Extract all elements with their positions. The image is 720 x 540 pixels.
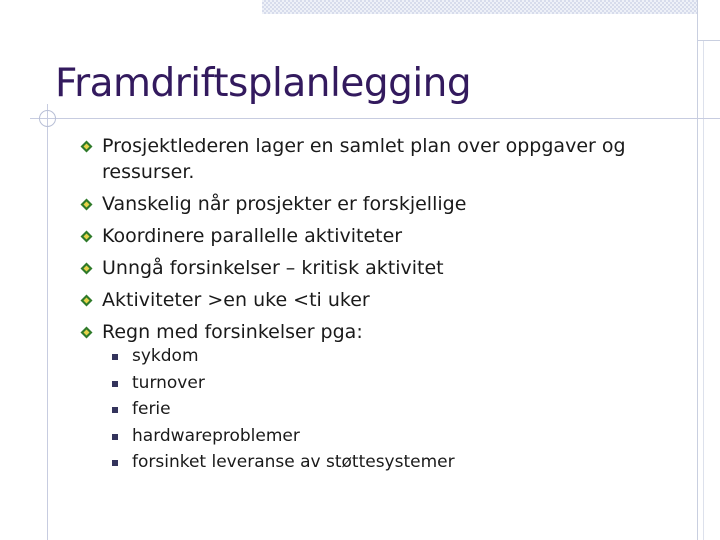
sub-list-item bbox=[110, 423, 455, 450]
sub-list-item bbox=[110, 343, 455, 370]
right-border-line-secondary bbox=[703, 0, 704, 540]
bullet-text: Unngå forsinkelser – kritisk aktivitet bbox=[102, 257, 444, 279]
bullet-text: Vanskelig når prosjekter er forskjellige bbox=[102, 193, 467, 215]
diamond-bullet-icon bbox=[80, 198, 93, 211]
bullet-text: Aktiviteter >en uke <ti uker bbox=[102, 289, 370, 311]
sub-bullet-text: turnover bbox=[132, 372, 205, 393]
bullet-text: Prosjektlederen lager en samlet plan over oppgaver og ressurser. bbox=[102, 135, 626, 183]
sub-bullet-text: ferie bbox=[132, 399, 171, 419]
sub-bullet-list bbox=[110, 343, 455, 476]
sub-list-item bbox=[110, 396, 455, 423]
header-pattern-decoration bbox=[262, 0, 698, 14]
bullet-text: Regn med forsinkelser pga: bbox=[102, 321, 363, 343]
square-bullet-icon bbox=[112, 354, 118, 360]
square-bullet-icon bbox=[112, 381, 118, 387]
list-item bbox=[78, 188, 678, 220]
corner-box-decoration bbox=[697, 0, 720, 41]
left-margin-line bbox=[47, 104, 48, 540]
diamond-bullet-icon bbox=[80, 326, 93, 339]
diamond-bullet-icon bbox=[80, 230, 93, 243]
square-bullet-icon bbox=[112, 460, 118, 466]
list-item bbox=[78, 130, 678, 188]
bullet-text: Koordinere parallelle aktiviteter bbox=[102, 225, 403, 247]
diamond-bullet-icon bbox=[80, 262, 93, 275]
right-border-line bbox=[697, 0, 698, 540]
slide-title: Framdriftsplanlegging bbox=[55, 61, 472, 106]
diamond-bullet-icon bbox=[80, 140, 93, 153]
sub-list-item bbox=[110, 370, 455, 397]
list-item bbox=[78, 220, 678, 252]
square-bullet-icon bbox=[112, 407, 118, 413]
sub-bullet-text: hardwareproblemer bbox=[132, 425, 300, 446]
list-item bbox=[78, 252, 678, 284]
sub-list-item bbox=[110, 449, 455, 476]
diamond-bullet-icon bbox=[80, 294, 93, 307]
title-divider-line bbox=[30, 118, 720, 119]
bullet-list bbox=[78, 130, 678, 348]
sub-bullet-text: forsinket leveranse av støttesystemer bbox=[132, 452, 455, 472]
square-bullet-icon bbox=[112, 434, 118, 440]
sub-bullet-text: sykdom bbox=[132, 346, 199, 366]
corner-circle-decoration bbox=[39, 110, 56, 127]
list-item bbox=[78, 284, 678, 316]
